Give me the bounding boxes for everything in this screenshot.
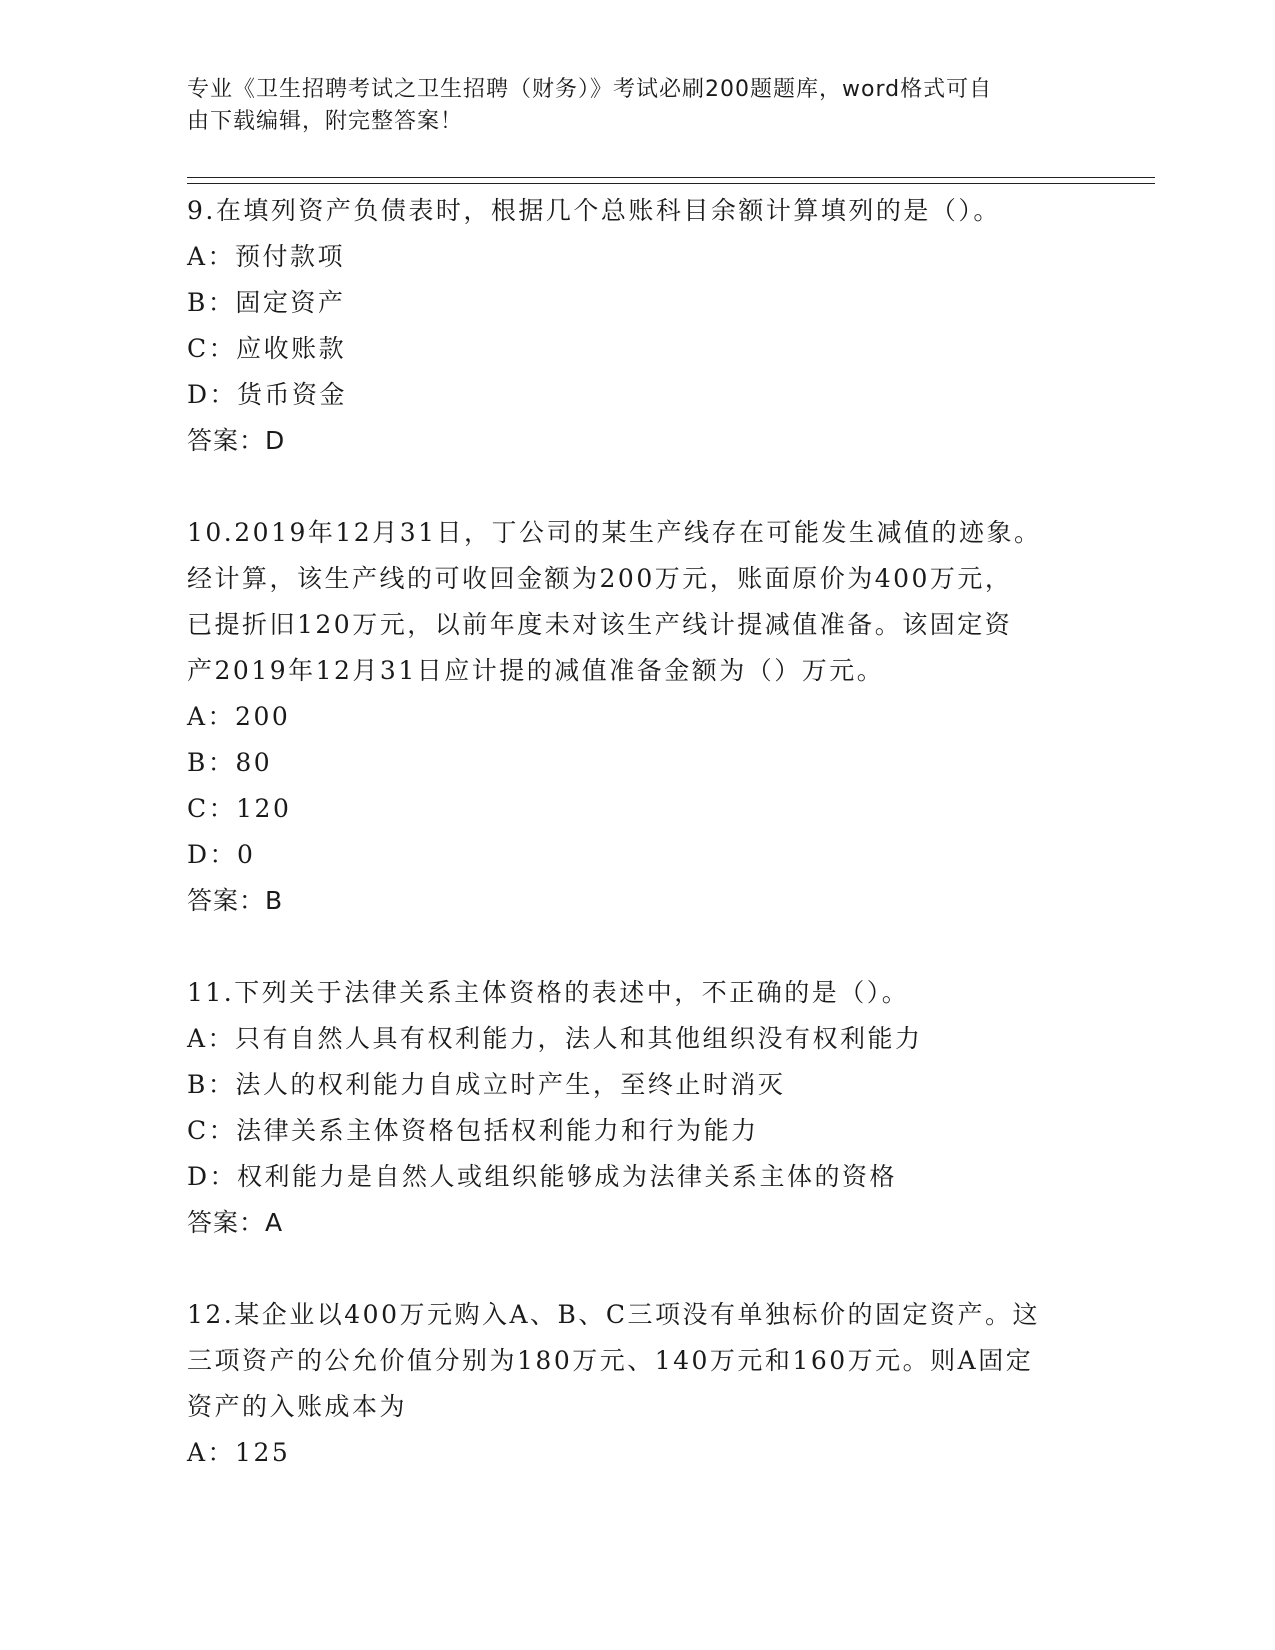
spacer (187, 1246, 1087, 1292)
question-block (187, 970, 1087, 1246)
spacer (187, 924, 1087, 970)
answer-line: 答案：B (187, 886, 284, 915)
document-header (187, 74, 1067, 138)
question-stem: 10.2019年12月31日，丁公司的某生产线存在可能发生减值的迹象。 (187, 518, 1042, 547)
option-a: A：只有自然人具有权利能力，法人和其他组织没有权利能力 (187, 1024, 923, 1053)
header-line-2: 由下载编辑，附完整答案！ (187, 109, 464, 134)
spacer (187, 464, 1087, 510)
option-b: B：80 (187, 748, 273, 777)
option-c: C：应收账款 (187, 334, 347, 363)
question-block (187, 1292, 1087, 1476)
question-stem: 11.下列关于法律关系主体资格的表述中，不正确的是（）。 (187, 978, 910, 1007)
header-divider-bottom (187, 183, 1155, 184)
option-a: A：预付款项 (187, 242, 346, 271)
question-block (187, 510, 1087, 924)
option-a: A：125 (187, 1438, 291, 1467)
question-stem: 资产的入账成本为 (187, 1392, 408, 1421)
question-stem: 经计算，该生产线的可收回金额为200万元，账面原价为400万元， (187, 564, 1013, 593)
header-divider-top (187, 177, 1155, 178)
answer-line: 答案：A (187, 1208, 284, 1237)
option-b: B：法人的权利能力自成立时产生，至终止时消灭 (187, 1070, 786, 1099)
question-stem: 9.在填列资产负债表时，根据几个总账科目余额计算填列的是（）。 (187, 196, 1001, 225)
question-list (187, 188, 1087, 1476)
option-b: B：固定资产 (187, 288, 346, 317)
answer-line: 答案：D (187, 426, 286, 455)
question-stem: 三项资产的公允价值分别为180万元、140万元和160万元。则A固定 (187, 1346, 1034, 1375)
question-stem: 12.某企业以400万元购入A、B、C三项没有单独标价的固定资产。这 (187, 1300, 1041, 1329)
option-d: D：0 (187, 840, 256, 869)
question-stem: 已提折旧120万元，以前年度未对该生产线计提减值准备。该固定资 (187, 610, 1013, 639)
option-c: C：120 (187, 794, 292, 823)
option-d: D：货币资金 (187, 380, 348, 409)
option-a: A：200 (187, 702, 291, 731)
question-stem: 产2019年12月31日应计提的减值准备金额为（）万元。 (187, 656, 885, 685)
option-d: D：权利能力是自然人或组织能够成为法律关系主体的资格 (187, 1162, 898, 1191)
option-c: C：法律关系主体资格包括权利能力和行为能力 (187, 1116, 759, 1145)
header-line-1: 专业《卫生招聘考试之卫生招聘（财务）》考试必刷200题题库，word格式可自 (187, 77, 993, 102)
question-block (187, 188, 1087, 464)
